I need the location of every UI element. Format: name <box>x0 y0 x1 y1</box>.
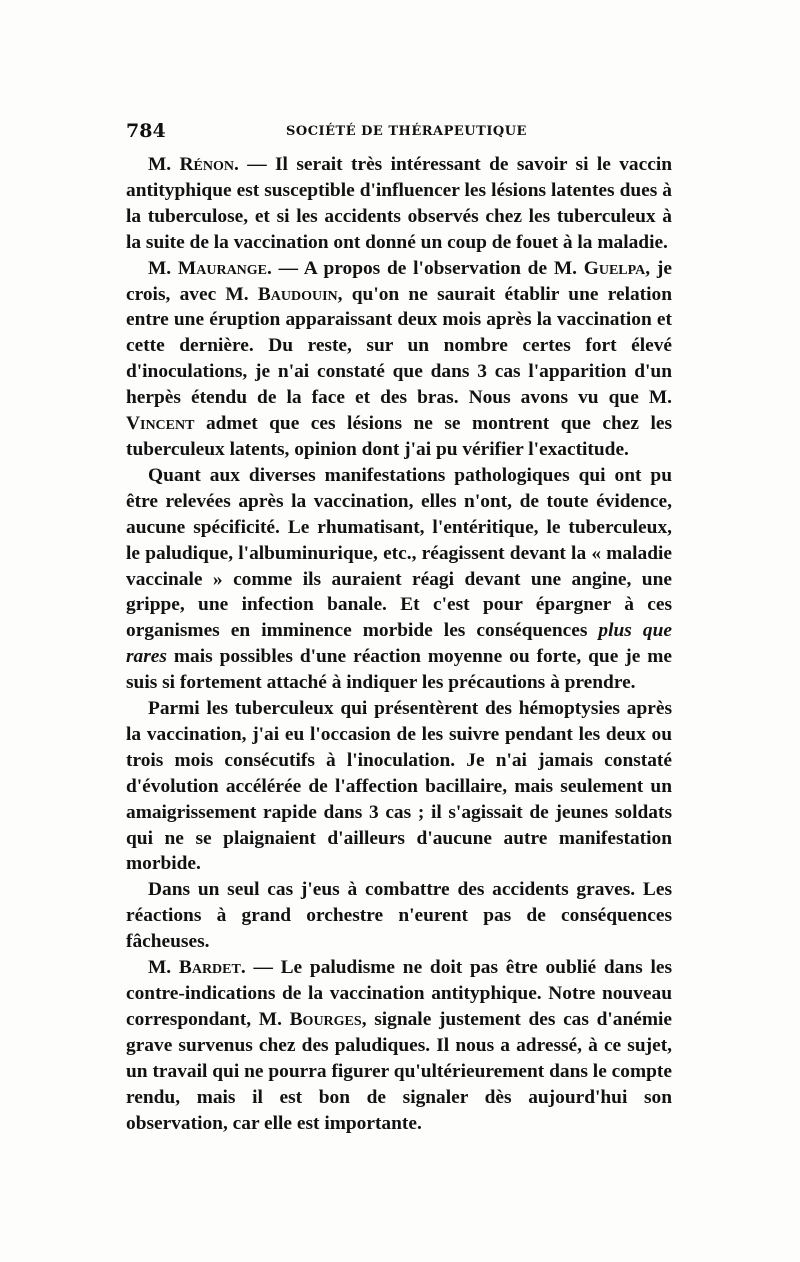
page-header <box>126 120 674 144</box>
paragraph-tuberculeux <box>126 696 672 877</box>
paragraph-text: mais possibles d'une réaction moyenne ou forte, que je me suis si fortement attaché à indiquer les précautions à prendre. <box>126 646 672 694</box>
paragraph-bardet <box>126 955 672 1136</box>
running-title: SOCIÉTÉ DE THÉRAPEUTIQUE <box>286 124 527 139</box>
paragraph-text: Quant aux diverses manifestations pathologiques qui ont pu être relevées après la vaccination, elles n'ont, de toute évidence, aucune spécificité. Le rhumatisant, l'entéritique, le tuberculeux, le paludique, l'albuminurique, etc., réagissent devant la « maladie vaccinale » comme ils auraient réagi devant une angine, une grippe, une infection banale. Et c'est pour épargner à ces organismes en imminence morbide les conséquences <box>126 464 672 642</box>
cited-name: Vincent <box>126 413 195 435</box>
paragraph-text: — Le paludisme ne doit pas être oublié dans les contre-indications de la vaccination antityphique. Notre nouveau correspondant, M. <box>126 957 672 1030</box>
paragraph-text: , qu'on ne saurait établir une relation entre une éruption apparaissant deux mois après la vaccination et cette dernière. Du reste, sur un nombre certes fort élevé d'inoculations, je n'ai constaté que dans 3 cas l'apparition d'un herpès étendu de la face et des bras. Nous avons vu que M. <box>126 283 672 409</box>
cited-name: Baudouin <box>257 283 338 305</box>
emphasis-text: plus que rares <box>126 620 672 668</box>
paragraph-text: Parmi les tuberculeux qui présentèrent des hémoptysies après la vaccination, j'ai eu l'occasion de les suivre pendant les deux ou trois mois consécutifs à l'inoculation. Je n'ai jamais constaté d'évolution accélérée de l'affection bacillaire, mais seulement un amaigrissement rapide dans 3 cas ; il s'agissait de jeunes soldats qui ne se plaignaient d'ailleurs d'aucune autre manifestation morbide. <box>126 698 672 875</box>
paragraph-manifestations <box>126 463 672 696</box>
paragraph-renon <box>126 152 672 256</box>
paragraph-text: — Il serait très intéressant de savoir si le vaccin antityphique est susceptible d'influencer les lésions latentes dues à la tuberculose, et si les accidents observés chez les tuberculeux à la suite de la vaccination ont donné un coup de fouet à la maladie. <box>126 154 673 253</box>
paragraph-text: — A propos de l'observation de M. <box>271 257 584 279</box>
paragraph-text: , signale justement des cas d'anémie grave survenus chez des paludiques. Il nous a adressé, à ce sujet, un travail qui ne pourra figurer qu'ultérieurement dans le compte rendu, mais il est bon de signaler dès aujourd'hui son observation, car elle est importante. <box>126 1008 672 1134</box>
paragraph-text: Dans un seul cas j'eus à combattre des accidents graves. Les réactions à grand orchestre n'eurent pas de conséquences fâcheuses. <box>126 879 672 953</box>
page-number: 784 <box>126 120 166 142</box>
paragraph-accidents <box>126 877 672 955</box>
speaker-name: M. Rénon. <box>148 154 239 175</box>
cited-name: Guelpa <box>583 257 646 279</box>
speaker-name: M. Bardet. <box>148 957 246 979</box>
paragraph-maurange <box>126 256 672 463</box>
paragraph-text: admet que ces lésions ne se montrent que chez les tuberculeux latents, opinion dont j'ai pu vérifier l'exactitude. <box>126 413 672 460</box>
speaker-name: M. Maurange. <box>148 257 272 279</box>
body-text <box>126 152 672 1136</box>
paragraph-text: , je crois, avec M. <box>126 257 672 305</box>
cited-name: Bourges <box>289 1008 362 1030</box>
